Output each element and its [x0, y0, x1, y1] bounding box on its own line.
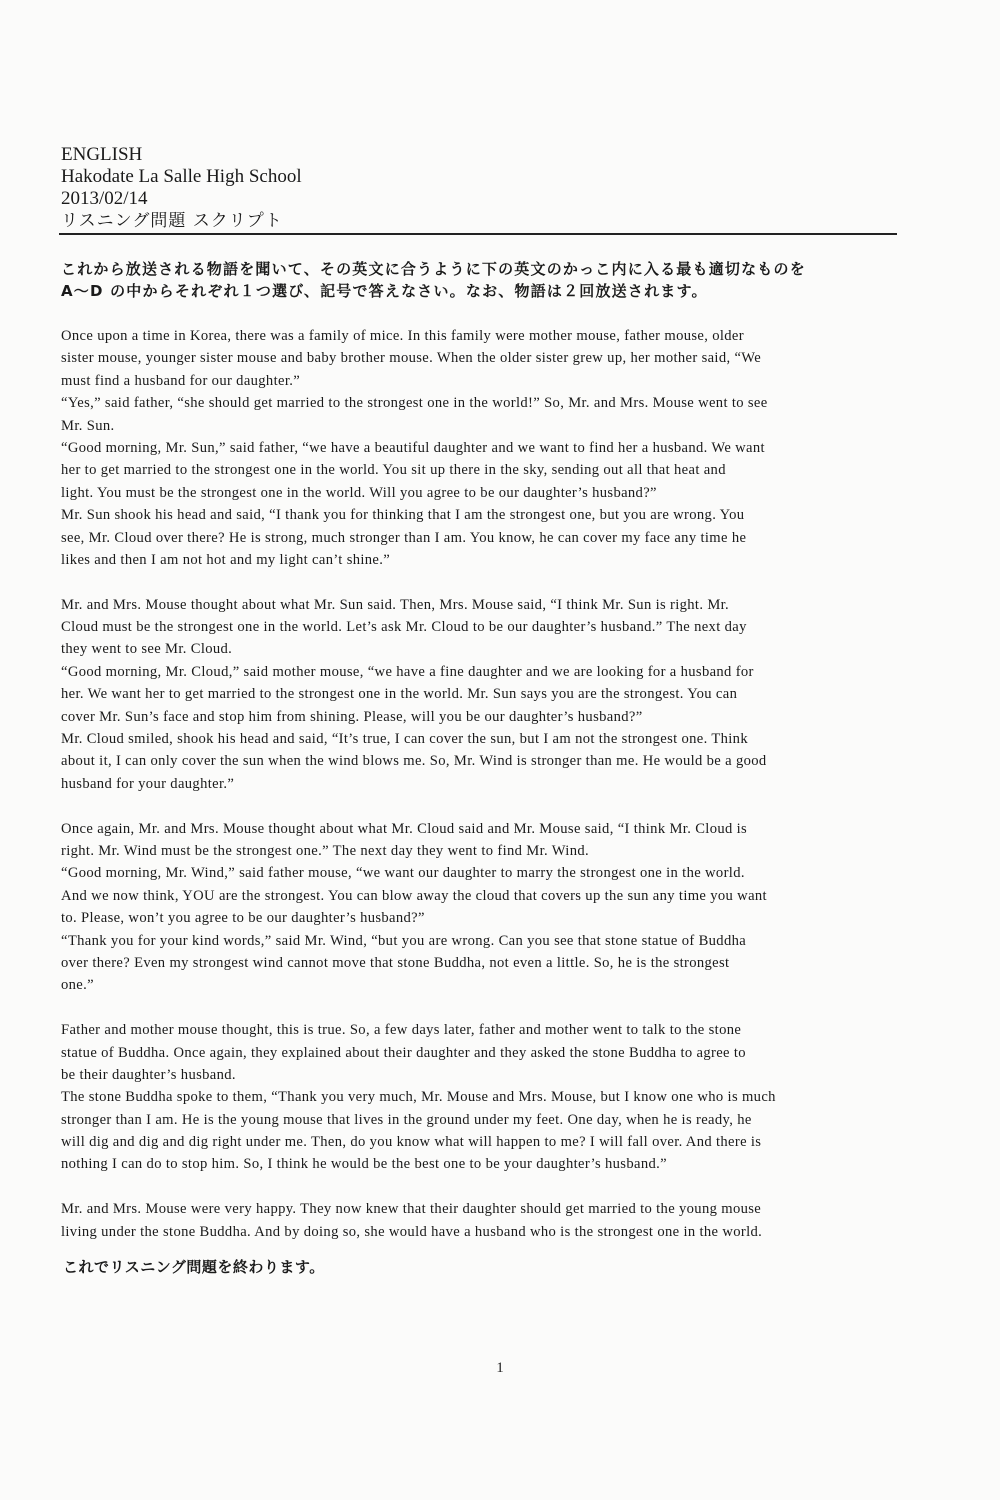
story-paragraph [61, 1198, 901, 1243]
story-line: Once again, Mr. and Mrs. Mouse thought about what Mr. Cloud said and Mr. Mouse said, “I think Mr. Cloud is [61, 820, 748, 837]
story-line: see, Mr. Cloud over there? He is strong, much stronger than I am. You know, he can cover my face any time he [61, 529, 747, 546]
story-line: they went to see Mr. Cloud. [61, 641, 233, 658]
document-header [61, 144, 901, 232]
story-line: “Good morning, Mr. Sun,” said father, “we have a beautiful daughter and we want to find her a husband. We want [61, 439, 765, 456]
story-line: husband for your daughter.” [61, 775, 235, 792]
story-line: “Good morning, Mr. Cloud,” said mother mouse, “we have a fine daughter and we are looking for a husband for [61, 663, 754, 680]
story-line: right. Mr. Wind must be the strongest one.” The next day they went to find Mr. Wind. [61, 842, 589, 859]
story-line: Once upon a time in Korea, there was a family of mice. In this family were mother mouse, father mouse, older [61, 328, 744, 344]
story-line: statue of Buddha. Once again, they explained about their daughter and they asked the stone Buddha to agree to [61, 1044, 746, 1061]
story-line: And we now think, YOU are the strongest. You can blow away the cloud that covers up the sun any time you want [61, 887, 767, 904]
story-line: be their daughter’s husband. [61, 1066, 236, 1083]
story-line: Mr. Sun. [61, 417, 115, 434]
page-number: 1 [496, 1360, 504, 1376]
section-title: リスニング問題 スクリプト [61, 211, 283, 231]
story-line: Mr. Sun shook his head and said, “I thank you for thinking that I am the strongest one, but you are wrong. You [61, 507, 745, 524]
story-line: “Yes,” said father, “she should get married to the strongest one in the world!” So, Mr. and Mrs. Mouse went to see [61, 395, 768, 412]
story-line: sister mouse, younger sister mouse and baby brother mouse. When the older sister grew up, her mother said, “We [61, 350, 762, 367]
story-line: to. Please, won’t you agree to be our daughter’s husband?” [61, 910, 425, 927]
instruction-line: A〜D の中からそれぞれ１つ選び、記号で答えなさい。なお、物語は２回放送されます。 [61, 282, 708, 300]
story-line: Mr. and Mrs. Mouse thought about what Mr. Sun said. Then, Mrs. Mouse said, “I think Mr. Sun is right. Mr. [61, 596, 730, 613]
story-line: her. We want her to get married to the strongest one in the world. Mr. Sun says you are the strongest. You can [61, 686, 738, 703]
story-paragraph [61, 325, 901, 571]
story-line: Father and mother mouse thought, this is true. So, a few days later, father and mother went to talk to the stone [61, 1022, 742, 1039]
story-line: “Thank you for your kind words,” said Mr. Wind, “but you are wrong. Can you see that stone statue of Buddha [61, 932, 747, 949]
instruction-line: これから放送される物語を聞いて、その英文に合うように下の英文のかっこ内に入る最も適切なものを [61, 260, 806, 278]
paragraph-gap [61, 1176, 901, 1198]
subject-label: ENGLISH [61, 144, 143, 165]
instructions [61, 258, 901, 302]
paragraph-gap [61, 795, 901, 817]
story-line: about it, I can only cover the sun when the wind blows me. So, Mr. Wind is stronger than me. He would be a good [61, 753, 767, 770]
story-line: must find a husband for our daughter.” [61, 372, 301, 389]
document-date: 2013/02/14 [61, 188, 148, 209]
closing-statement: これでリスニング問題を終わります。 [63, 1258, 325, 1276]
story-line: light. You must be the strongest one in the world. Will you agree to be our daughter’s husband?” [61, 484, 657, 501]
story-paragraph [61, 818, 901, 997]
story-line: one.” [61, 977, 94, 994]
story-line: The stone Buddha spoke to them, “Thank you very much, Mr. Mouse and Mrs. Mouse, but I know one who is much [61, 1089, 776, 1106]
story-line: over there? Even my strongest wind cannot move that stone Buddha, not even a little. So, he is the strongest [61, 954, 730, 971]
story-line: likes and then I am not hot and my light can’t shine.” [61, 551, 391, 568]
story-line: Mr. Cloud smiled, shook his head and said, “It’s true, I can cover the sun, but I am not the strongest one. Think [61, 731, 748, 748]
paragraph-gap [61, 571, 901, 593]
story-line: her to get married to the strongest one in the world. You sit up there in the sky, sending out all that heat and [61, 462, 726, 479]
story-line: cover Mr. Sun’s face and stop him from shining. Please, will you be our daughter’s husband?” [61, 708, 643, 725]
story-line: Mr. and Mrs. Mouse were very happy. They now knew that their daughter should get married to the young mouse [61, 1201, 762, 1218]
story-line: “Good morning, Mr. Wind,” said father mouse, “we want our daughter to marry the strongest one in the world. [61, 865, 745, 882]
school-name: Hakodate La Salle High School [61, 166, 302, 187]
story-paragraph [61, 594, 901, 796]
story-body [61, 325, 901, 1243]
paragraph-gap [61, 997, 901, 1019]
story-paragraph [61, 1019, 901, 1176]
story-line: nothing I can do to stop him. So, I think he would be the best one to be your daughter’s husband.” [61, 1156, 667, 1173]
story-line: will dig and dig and dig right under me. Then, do you know what will happen to me? I will fall over. And there is [61, 1134, 762, 1151]
header-divider [59, 233, 897, 235]
story-line: stronger than I am. He is the young mouse that lives in the ground under my feet. One day, when he is ready, he [61, 1111, 752, 1128]
story-line: living under the stone Buddha. And by doing so, she would have a husband who is the strongest one in the world. [61, 1223, 763, 1240]
story-line: Cloud must be the strongest one in the world. Let’s ask Mr. Cloud to be our daughter’s husband.” The next day [61, 619, 747, 636]
